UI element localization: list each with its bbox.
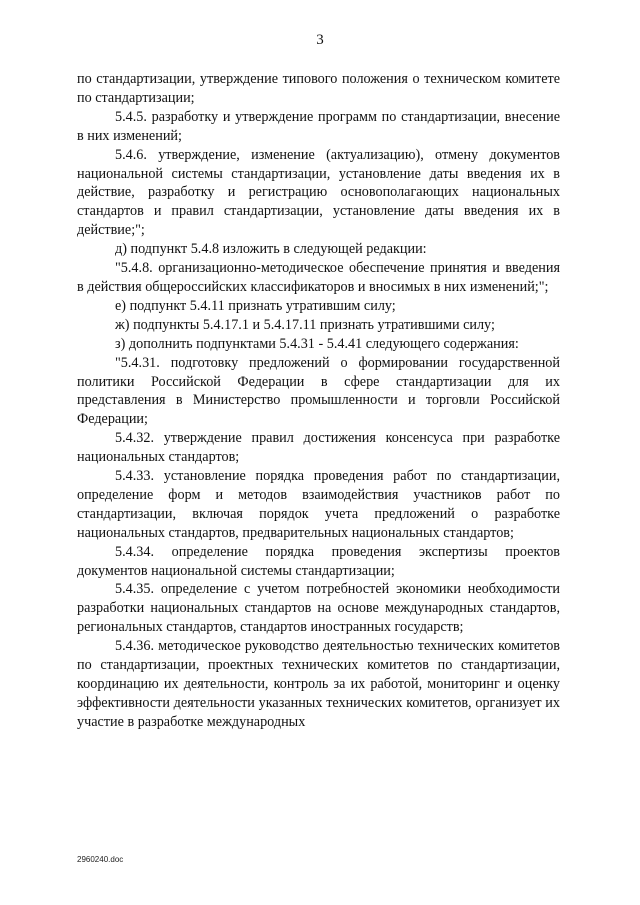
paragraph: 5.4.6. утверждение, изменение (актуализацию), отмену документов национальной системы стандартизации, установление даты введения их в действие, разработку и регистрацию основополагающих национальных стандартов и правил стандартизации, установление даты введения их в действие;"; [77, 146, 560, 239]
paragraph: д) подпункт 5.4.8 изложить в следующей редакции: [115, 241, 427, 258]
page-number: 3 [316, 32, 324, 48]
document-body [77, 70, 560, 732]
paragraph: по стандартизации, утверждение типового положения о техническом комитете по стандартизации; [77, 71, 560, 106]
paragraph: е) подпункт 5.4.11 признать утратившим силу; [115, 297, 396, 314]
paragraph: з) дополнить подпунктами 5.4.31 - 5.4.41 следующего содержания: [115, 335, 519, 352]
paragraph: 5.4.35. определение с учетом потребностей экономики необходимости разработки национальных стандартов на основе международных стандартов, региональных стандартов, стандартов иностранных государств; [77, 581, 560, 636]
paragraph: "5.4.31. подготовку предложений о формировании государственной политики Российской Федерации в сфере стандартизации для их представления в Министерство промышленности и торговли Российской Федерации; [77, 354, 560, 428]
paragraph: "5.4.8. организационно-методическое обеспечение принятия и введения в действия общероссийских классификаторов и вносимых в них изменений;"; [77, 260, 560, 295]
paragraph: 5.4.33. установление порядка проведения работ по стандартизации, определение форм и методов взаимодействия участников работ по стандартизации, включая порядок учета предложений о разработке национальных стандартов, предварительных национальных стандартов; [77, 468, 560, 541]
paragraph: ж) подпункты 5.4.17.1 и 5.4.17.11 признать утратившими силу; [115, 316, 495, 333]
paragraph: 5.4.34. определение порядка проведения экспертизы проектов документов национальной системы стандартизации; [77, 543, 560, 579]
paragraph: 5.4.36. методическое руководство деятельностью технических комитетов по стандартизации, проектных технических комитетов по стандартизации, координацию их деятельности, контроль за их работой, мониторинг и оценку эффективности деятельности указанных технических комитетов, организует их участие в разработке международных [77, 638, 560, 730]
paragraph: 5.4.5. разработку и утверждение программ по стандартизации, внесение в них изменений; [77, 108, 560, 144]
paragraph: 5.4.32. утверждение правил достижения консенсуса при разработке национальных стандартов; [77, 430, 560, 466]
footer-filename: 2960240.doc [77, 855, 124, 864]
